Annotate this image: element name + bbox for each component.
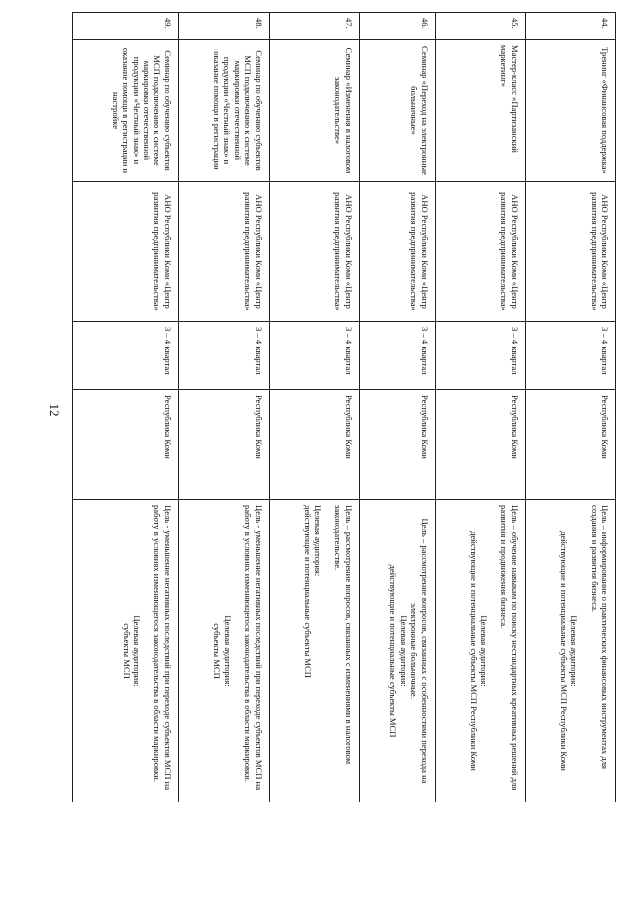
row-number: 47. — [269, 13, 359, 40]
rotated-page — [72, 12, 616, 802]
goal-text: Цель – рассмотрение вопросов, связанных с особенностями перехода на электронные больничные. — [409, 518, 430, 784]
audience-text: действующие и потенциальные субъекты МСП — [388, 564, 399, 738]
audience-text: субъекты МСП — [121, 623, 132, 679]
goal-text: Цель – информирование о практических финансовых инструментах для создания и развития бизнеса. — [589, 505, 610, 769]
goal-text: Цель – рассмотрение вопросов, связанных с изменениями в налоговом законодательстве. — [333, 505, 354, 765]
place: Республика Коми — [435, 390, 525, 500]
audience-label: Целевая аудитория: — [398, 615, 409, 687]
period: 3 – 4 квартал — [435, 322, 525, 390]
event-name: Семинар по обучению субъектов МСП подключению к системе маркировки отечественной продукции «Честный знак» и оказание помощи в регистрации — [178, 40, 269, 182]
period: 3 – 4 квартал — [73, 322, 179, 390]
audience-label: Целевая аудитория: — [478, 615, 489, 687]
table-row — [525, 13, 615, 803]
audience-text: действующие и потенциальные субъекты МСП Республики Коми — [468, 531, 479, 771]
period: 3 – 4 квартал — [269, 322, 359, 390]
organizer: АНО Республики Коми «Центр развития предпринимательства» — [73, 182, 179, 322]
period: 3 – 4 квартал — [525, 322, 615, 390]
goal-cell — [73, 500, 179, 803]
audience-label: Целевая аудитория: — [222, 615, 233, 687]
place: Республика Коми — [73, 390, 179, 500]
row-number: 44. — [525, 13, 615, 40]
goal-cell — [178, 500, 269, 803]
period: 3 – 4 квартал — [359, 322, 435, 390]
place: Республика Коми — [525, 390, 615, 500]
goal-text: Цель - уменьшение негативных последствий при переходе субъектов МСП на работу в условиях изменяющегося законодательства в области маркировки. — [152, 505, 173, 791]
audience-label: Целевая аудитория: — [132, 615, 142, 687]
audience-text: субъекты МСП — [212, 623, 223, 679]
event-name: Семинар по обучению субъектов МСП подключению к системе маркировки отечественной продукции «Честный знак» и оказание помощи в регистрации и настройке — [73, 40, 179, 182]
event-name: Мастер-класс «Партизанский маркетинг» — [435, 40, 525, 182]
organizer: АНО Республики Коми «Центр развития предпринимательства» — [435, 182, 525, 322]
audience-label: Целевая аудитория: — [312, 505, 323, 577]
organizer: АНО Республики Коми «Центр развития предпринимательства» — [359, 182, 435, 322]
place: Республика Коми — [269, 390, 359, 500]
period: 3 – 4 квартал — [178, 322, 269, 390]
table-row — [359, 13, 435, 803]
audience-text: действующие и потенциальные субъекты МСП — [302, 505, 313, 678]
organizer: АНО Республики Коми «Центр развития предпринимательства» — [525, 182, 615, 322]
row-number: 48. — [178, 13, 269, 40]
event-name: Тренинг «Финансовая поддержка» — [525, 40, 615, 182]
goal-cell — [435, 500, 525, 803]
organizer: АНО Республики Коми «Центр развития предпринимательства» — [178, 182, 269, 322]
row-number: 49. — [73, 13, 179, 40]
events-table — [72, 12, 616, 802]
event-name: Семинар «Переход на электронные больничные» — [359, 40, 435, 182]
table-row — [435, 13, 525, 803]
goal-cell — [359, 500, 435, 803]
goal-text: Цель - уменьшение негативных последствий при переходе субъектов МСП на работу в условиях изменяющегося законодательства в области маркировки. — [243, 505, 264, 791]
audience-label: Целевая аудитория: — [569, 615, 580, 687]
place: Республика Коми — [359, 390, 435, 500]
place: Республика Коми — [178, 390, 269, 500]
goal-cell — [525, 500, 615, 803]
table-row — [178, 13, 269, 803]
table-row — [269, 13, 359, 803]
page-number: 12 — [47, 403, 62, 417]
organizer: АНО Республики Коми «Центр развития предпринимательства» — [269, 182, 359, 322]
goal-cell — [269, 500, 359, 803]
row-number: 45. — [435, 13, 525, 40]
event-name: Семинар «Изменения в налоговом законодательстве» — [269, 40, 359, 182]
audience-text: действующие и потенциальные субъекты МСП Республики Коми — [558, 531, 569, 771]
table-row — [73, 13, 179, 803]
row-number: 46. — [359, 13, 435, 40]
goal-text: Цель – обучение навыкам по поиску нестандартных креативных решений для развития и продвижения бизнеса. — [499, 505, 520, 791]
